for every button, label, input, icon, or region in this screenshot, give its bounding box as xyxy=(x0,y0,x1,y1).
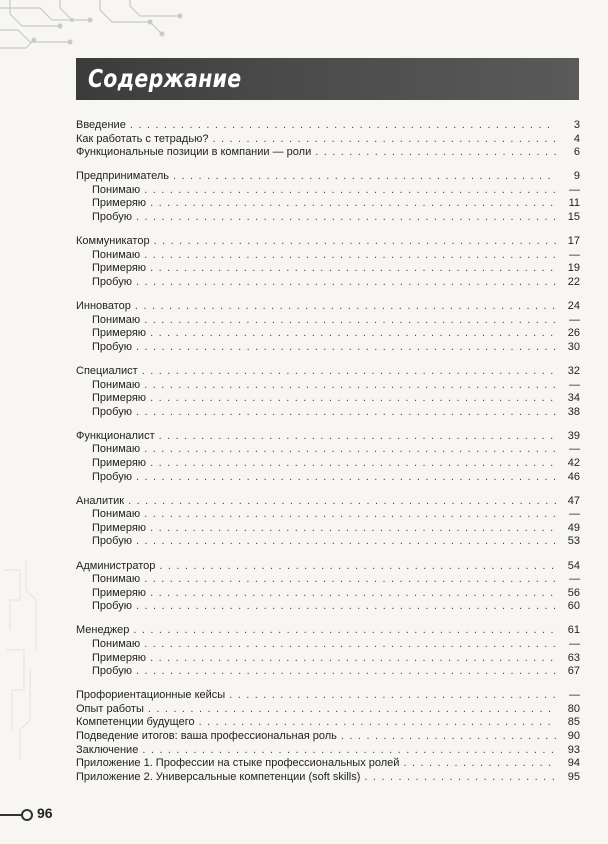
toc-entry-page: 38 xyxy=(567,405,580,418)
toc-dot-leader xyxy=(135,300,556,313)
toc-dot-leader xyxy=(136,211,556,224)
page-title: Содержание xyxy=(88,64,242,93)
group-gap xyxy=(76,549,580,560)
toc-entry-label: Примеряю xyxy=(92,521,147,534)
toc-entry-label: Примеряю xyxy=(92,262,147,275)
toc-entry-page: 3 xyxy=(573,119,580,131)
group-gap xyxy=(76,290,580,301)
toc-dot-leader xyxy=(150,522,556,535)
toc-entry-label: Пробую xyxy=(92,211,132,224)
toc-subentry xyxy=(76,406,580,420)
toc-entry-page: 32 xyxy=(567,364,580,377)
toc-subentry xyxy=(76,314,580,328)
toc-subentry xyxy=(76,665,580,679)
toc-dot-leader xyxy=(315,146,556,159)
toc-dot-leader xyxy=(341,730,556,743)
toc-entry-page: 47 xyxy=(567,494,580,507)
page-number: 96 xyxy=(37,805,53,821)
toc-subentry xyxy=(76,341,580,355)
toc-entry xyxy=(76,689,580,703)
toc-subentry xyxy=(76,522,580,536)
toc-dot-leader xyxy=(199,716,556,729)
toc-entry-page: 9 xyxy=(573,170,580,183)
toc-dot-leader xyxy=(144,508,556,521)
toc-entry-page: 17 xyxy=(567,235,580,248)
toc-entry-page: 94 xyxy=(567,757,580,770)
toc-entry-page: 61 xyxy=(567,624,580,637)
toc-dot-leader xyxy=(364,771,556,784)
toc-entry xyxy=(76,757,580,771)
toc-dot-leader xyxy=(136,276,556,289)
toc-dot-leader xyxy=(142,365,556,378)
toc-entry-page: — xyxy=(569,183,580,196)
toc-entry-label: Понимаю xyxy=(92,248,141,261)
toc-subentry xyxy=(76,587,580,601)
toc-dot-leader xyxy=(128,495,556,508)
toc-entry-page: 80 xyxy=(567,702,580,715)
toc-entry-label: Примеряю xyxy=(92,197,147,210)
toc-entry-page: 24 xyxy=(567,300,580,313)
toc-entry-label: Введение xyxy=(76,119,126,131)
toc-dot-leader xyxy=(136,665,556,678)
toc-dot-leader xyxy=(144,573,556,586)
toc-entry-page: 34 xyxy=(567,392,580,405)
toc-dot-leader xyxy=(144,249,556,262)
group-gap xyxy=(76,679,580,690)
toc-dot-leader xyxy=(136,471,556,484)
toc-entry-label: Приложение 1. Профессии на стыке профессиональных ролей xyxy=(76,757,400,770)
toc-entry-label: Пробую xyxy=(92,275,132,288)
toc-entry-label: Предприниматель xyxy=(76,170,170,183)
toc-entry-page: 46 xyxy=(567,470,580,483)
toc-entry-label: Примеряю xyxy=(92,392,147,405)
footer-line-icon xyxy=(0,814,22,816)
toc-entry xyxy=(76,119,580,133)
page-footer xyxy=(0,804,80,824)
toc-entry-label: Профориентационные кейсы xyxy=(76,689,226,702)
toc-entry xyxy=(76,300,580,314)
toc-dot-leader xyxy=(229,689,556,702)
toc-entry-label: Понимаю xyxy=(92,443,141,456)
group-gap xyxy=(76,160,580,171)
toc-entry-page: 42 xyxy=(567,456,580,469)
toc-entry-label: Примеряю xyxy=(92,456,147,469)
footer-circle-icon xyxy=(21,809,33,821)
toc-entry-label: Примеряю xyxy=(92,651,147,664)
toc-entry-label: Аналитик xyxy=(76,494,125,507)
toc-entry-label: Примеряю xyxy=(92,327,147,340)
toc-dot-leader xyxy=(150,327,556,340)
toc-subentry xyxy=(76,327,580,341)
toc-subentry xyxy=(76,184,580,198)
toc-entry-page: 15 xyxy=(567,211,580,224)
toc-entry-label: Пробую xyxy=(92,600,132,613)
toc-dot-leader xyxy=(212,133,556,146)
toc-entry-label: Пробую xyxy=(92,340,132,353)
toc-entry-page: 90 xyxy=(567,730,580,743)
toc-entry-label: Заключение xyxy=(76,743,139,756)
toc-entry-page: — xyxy=(569,378,580,391)
toc-dot-leader xyxy=(130,119,556,132)
toc-dot-leader xyxy=(144,379,556,392)
toc-entry-label: Пробую xyxy=(92,405,132,418)
toc-entry-page: 63 xyxy=(567,651,580,664)
side-pattern-icon xyxy=(0,560,40,760)
toc-entry-page: 19 xyxy=(567,262,580,275)
toc-subentry xyxy=(76,508,580,522)
group-gap xyxy=(76,225,580,236)
toc-dot-leader xyxy=(144,184,556,197)
toc-entry-page: 56 xyxy=(567,586,580,599)
toc-entry-label: Понимаю xyxy=(92,313,141,326)
toc-dot-leader xyxy=(136,535,556,548)
toc-entry-label: Понимаю xyxy=(92,378,141,391)
toc-subentry xyxy=(76,211,580,225)
toc-dot-leader xyxy=(136,341,556,354)
toc-subentry xyxy=(76,392,580,406)
toc-entry-page: 49 xyxy=(567,521,580,534)
toc-entry-label: Понимаю xyxy=(92,508,141,521)
toc-dot-leader xyxy=(150,392,556,405)
toc-entry xyxy=(76,495,580,509)
toc-entry xyxy=(76,146,580,160)
toc-entry-label: Понимаю xyxy=(92,183,141,196)
toc-entry xyxy=(76,133,580,147)
toc-dot-leader xyxy=(150,587,556,600)
group-gap xyxy=(76,419,580,430)
toc-entry-label: Менеджер xyxy=(76,624,130,637)
toc-subentry xyxy=(76,262,580,276)
toc-subentry xyxy=(76,249,580,263)
toc-entry xyxy=(76,170,580,184)
toc-subentry xyxy=(76,573,580,587)
toc-subentry xyxy=(76,276,580,290)
toc-entry xyxy=(76,716,580,730)
toc-entry-page: — xyxy=(569,508,580,521)
toc-subentry xyxy=(76,471,580,485)
toc-entry-page: 26 xyxy=(567,327,580,340)
toc-entry-page: 30 xyxy=(567,340,580,353)
toc-subentry xyxy=(76,535,580,549)
toc-dot-leader xyxy=(144,443,556,456)
toc-entry-page: — xyxy=(569,248,580,261)
toc-dot-leader xyxy=(144,638,556,651)
toc-dot-leader xyxy=(159,430,556,443)
toc-dot-leader xyxy=(144,314,556,327)
toc-entry xyxy=(76,365,580,379)
toc-entry-label: Опыт работы xyxy=(76,702,144,715)
toc-entry-label: Примеряю xyxy=(92,586,147,599)
toc-entry-page: — xyxy=(569,689,580,702)
toc-entry-label: Инноватор xyxy=(76,300,131,313)
toc-dot-leader xyxy=(150,197,556,210)
toc-dot-leader xyxy=(136,600,556,613)
toc-dot-leader xyxy=(159,560,556,573)
group-gap xyxy=(76,484,580,495)
toc-entry-label: Приложение 2. Универсальные компетенции (soft skills) xyxy=(76,770,361,783)
table-of-contents xyxy=(76,119,580,784)
toc-entry-label: Подведение итогов: ваша профессиональная роль xyxy=(76,730,337,743)
toc-subentry xyxy=(76,379,580,393)
toc-entry-page: — xyxy=(569,313,580,326)
toc-subentry xyxy=(76,443,580,457)
toc-entry-page: — xyxy=(569,443,580,456)
group-gap xyxy=(76,354,580,365)
toc-entry-page: 93 xyxy=(567,743,580,756)
toc-entry-label: Администратор xyxy=(76,559,156,572)
toc-entry-label: Понимаю xyxy=(92,573,141,586)
toc-entry xyxy=(76,744,580,758)
toc-entry-page: 95 xyxy=(567,770,580,783)
toc-entry-label: Коммуникатор xyxy=(76,235,150,248)
toc-entry-page: 4 xyxy=(573,132,580,145)
toc-entry-page: 6 xyxy=(573,146,580,159)
toc-dot-leader xyxy=(150,652,556,665)
toc-entry xyxy=(76,703,580,717)
toc-entry-page: — xyxy=(569,573,580,586)
toc-entry-label: Специалист xyxy=(76,364,138,377)
toc-entry-page: 60 xyxy=(567,600,580,613)
toc-entry-page: — xyxy=(569,638,580,650)
toc-dot-leader xyxy=(150,262,556,275)
toc-entry-label: Пробую xyxy=(92,470,132,483)
toc-entry-page: 22 xyxy=(567,275,580,288)
toc-entry-label: Понимаю xyxy=(92,638,141,650)
toc-entry-label: Компетенции будущего xyxy=(76,716,195,729)
toc-subentry xyxy=(76,197,580,211)
toc-entry-page: 11 xyxy=(568,197,580,210)
toc-entry-label: Как работать с тетрадью? xyxy=(76,132,209,145)
toc-entry xyxy=(76,430,580,444)
toc-entry xyxy=(76,235,580,249)
toc-entry-page: 53 xyxy=(567,535,580,548)
toc-entry xyxy=(76,730,580,744)
toc-dot-leader xyxy=(150,457,556,470)
toc-dot-leader xyxy=(154,235,556,248)
toc-dot-leader xyxy=(403,757,556,770)
toc-dot-leader xyxy=(173,170,556,183)
toc-subentry xyxy=(76,638,580,652)
toc-entry xyxy=(76,560,580,574)
toc-entry xyxy=(76,771,580,785)
toc-entry-page: 85 xyxy=(567,716,580,729)
toc-entry-page: 39 xyxy=(567,429,580,442)
circuit-decoration-icon xyxy=(0,0,190,56)
toc-subentry xyxy=(76,457,580,471)
toc-subentry xyxy=(76,652,580,666)
toc-entry-label: Пробую xyxy=(92,535,132,548)
toc-entry-page: 54 xyxy=(567,559,580,572)
toc-entry-label: Пробую xyxy=(92,665,132,678)
toc-entry-page: 67 xyxy=(567,665,580,678)
group-gap xyxy=(76,614,580,625)
toc-dot-leader xyxy=(133,624,556,637)
toc-dot-leader xyxy=(136,406,556,419)
title-bar xyxy=(76,58,579,100)
toc-dot-leader xyxy=(148,703,556,716)
toc-entry-label: Функциональные позиции в компании — роли xyxy=(76,146,312,159)
toc-entry-label: Функционалист xyxy=(76,429,155,442)
toc-dot-leader xyxy=(142,744,556,757)
toc-entry xyxy=(76,624,580,638)
toc-subentry xyxy=(76,600,580,614)
